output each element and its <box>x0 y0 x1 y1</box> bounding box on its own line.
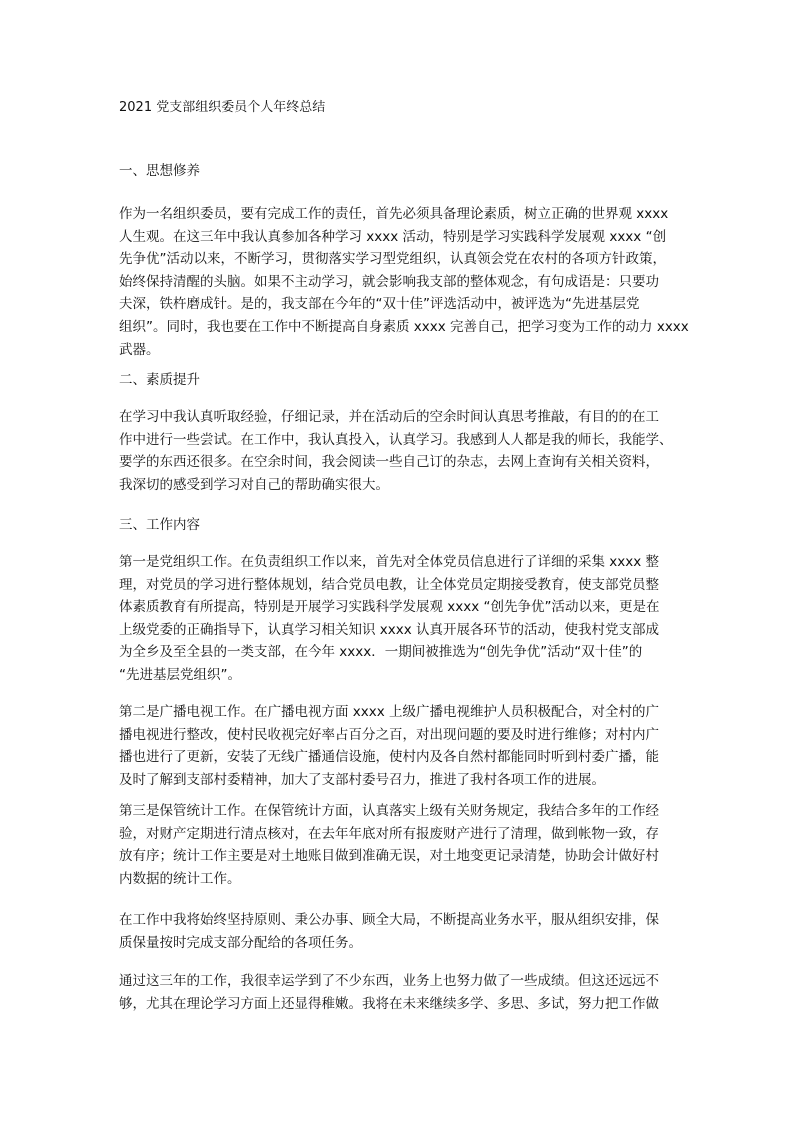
paragraph-line: 始终保持清醒的头脑。如果不主动学习，就会影响我支部的整体观念，有句成语是：只要功 <box>119 273 659 290</box>
paragraph-6 <box>119 909 679 954</box>
paragraph-line: 要学的东西还很多。在空余时间，我会阅读一些自己订的杂志，去网上查询有关相关资料， <box>119 454 659 471</box>
paragraph-line: 够，尤其在理论学习方面上还显得稚嫩。我将在未来继续多学、多思、多试，努力把工作做 <box>119 995 659 1012</box>
paragraph-line: 人生观。在这三年中我认真参加各种学习 xxxx 活动，特别是学习实践科学发展观 xxxx “创 <box>119 228 667 245</box>
paragraph-line: 作中进行一些尝试。在工作中，我认真投入，认真学习。我感到人人都是我的师长，我能学、 <box>119 431 673 448</box>
paragraph-line: 第一是党组织工作。在负责组织工作以来，首先对全体党员信息进行了详细的采集 xxxx 整 <box>119 554 660 570</box>
section-heading-3: 三、工作内容 <box>119 517 200 533</box>
paragraph-line: 质保量按时完成支部分配给的各项任务。 <box>119 934 362 951</box>
paragraph-line: “先进基层党组织”。 <box>119 666 241 683</box>
paragraph-line: 在工作中我将始终坚持原则、秉公办事、顾全大局，不断提高业务水平，服从组织安排，保 <box>119 912 659 928</box>
paragraph-line: 武器。 <box>119 341 160 358</box>
paragraph-3 <box>119 551 679 687</box>
paragraph-line: 我深切的感受到学习对自己的帮助确实很大。 <box>119 476 389 493</box>
paragraph-line: 通过这三年的工作，我很幸运学到了不少东西，业务上也努力做了一些成绩。但这还远远不 <box>119 973 659 989</box>
paragraph-line: 体素质教育有所提高，特别是开展学习实践科学发展观 xxxx “创先争优”活动以来，更是在 <box>119 599 660 616</box>
section-heading-1: 一、思想修养 <box>119 163 200 179</box>
paragraph-2 <box>119 406 679 496</box>
paragraph-line: 播也进行了更新，安装了无线广播通信设施，使村内及各自然村都能同时听到村委广播，能 <box>119 749 659 766</box>
paragraph-1 <box>119 203 689 361</box>
paragraph-4 <box>119 701 679 791</box>
paragraph-line: 上级党委的正确指导下，认真学习相关知识 xxxx 认真开展各环节的活动，使我村党支部成 <box>119 621 660 638</box>
paragraph-line: 第二是广播电视工作。在广播电视方面 xxxx 上级广播电视维护人员积极配合，对全村的广 <box>119 704 660 720</box>
section-heading-2: 二、素质提升 <box>119 372 200 388</box>
paragraph-line: 作为一名组织委员，要有完成工作的责任，首先必须具备理论素质，树立正确的世界观 xxxx <box>119 206 669 222</box>
paragraph-line: 播电视进行整改，使村民收视完好率占百分之百，对出现问题的要及时进行维修；对村内广 <box>119 726 659 743</box>
paragraph-line: 夫深，铁杵磨成针。是的，我支部在今年的“双十佳”评选活动中，被评选为“先进基层党 <box>119 296 640 313</box>
paragraph-7 <box>119 970 679 1015</box>
paragraph-line: 为全乡及至全县的一类支部，在今年 xxxx．一期间被推选为“创先争优”活动“双十佳”的 <box>119 644 643 661</box>
paragraph-line: 理，对党员的学习进行整体规划，结合党员电教，让全体党员定期接受教育，使支部党员整 <box>119 576 659 593</box>
paragraph-5 <box>119 800 679 890</box>
paragraph-line: 放有序；统计工作主要是对土地账目做到准确无误，对土地变更记录清楚，协助会计做好村 <box>119 848 659 865</box>
paragraph-line: 在学习中我认真听取经验，仔细记录，并在活动后的空余时间认真思考推敲，有目的的在工 <box>119 409 659 425</box>
paragraph-line: 及时了解到支部村委精神，加大了支部村委号召力，推进了我村各项工作的进展。 <box>119 771 605 788</box>
document-title: 2021 党支部组织委员个人年终总结 <box>119 100 326 115</box>
paragraph-line: 组织”。同时，我也要在工作中不断提高自身素质 xxxx 完善自己，把学习变为工作的动力 xxxx <box>119 318 689 335</box>
paragraph-line: 先争优”活动以来，不断学习，贯彻落实学习型党组织，认真领会党在农村的各项方针政策， <box>119 251 666 268</box>
paragraph-line: 第三是保管统计工作。在保管统计方面，认真落实上级有关财务规定，我结合多年的工作经 <box>119 803 659 819</box>
paragraph-line: 验，对财产定期进行清点核对，在去年年底对所有报废财产进行了清理，做到帐物一致，存 <box>119 825 659 842</box>
paragraph-line: 内数据的统计工作。 <box>119 870 241 887</box>
